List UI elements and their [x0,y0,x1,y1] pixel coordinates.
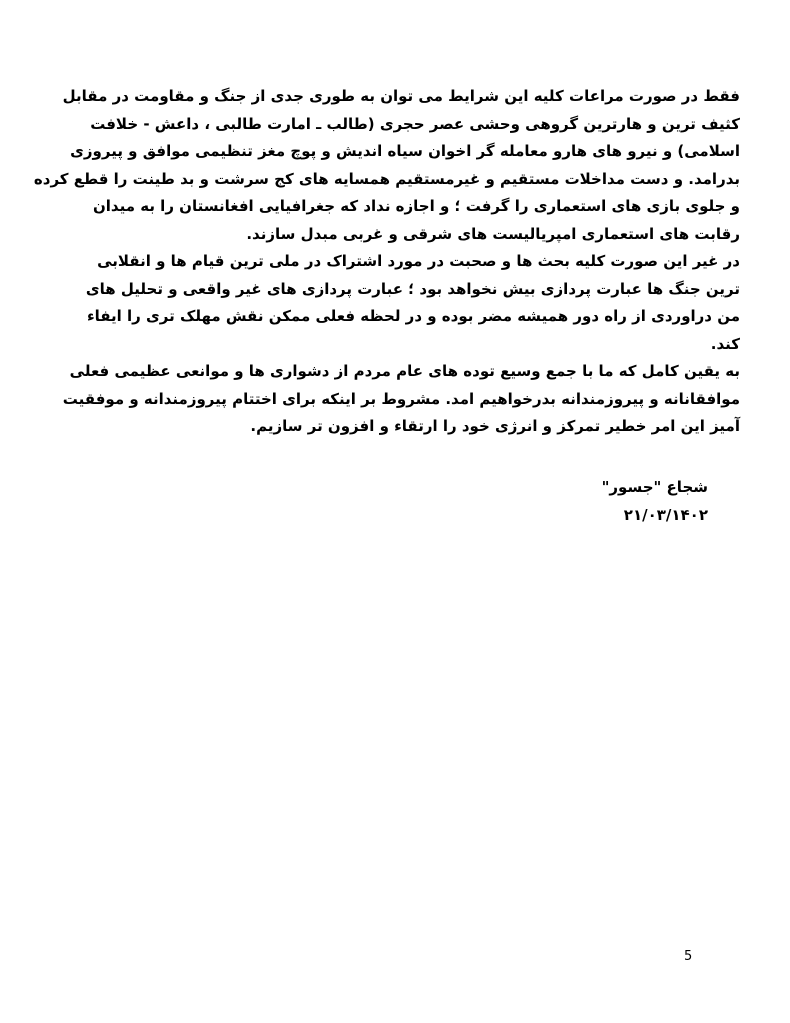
body-text-line: موافقانانه و پیروزمندانه بدرخواهیم امد. مشروط بر اینکه برای اختتام پیروزمندانه و موفقیت [62,389,740,408]
body-text-line: ترین جنگ ها عبارت پردازی بیش نخواهد بود ؛ عبارت پردازی های غیر واقعی و تحلیل های [85,279,740,298]
body-text-line: کثیف ترین و هارترین گروهی وحشی عصر حجری (طالب ـ امارت طالبی ، داعش - خلافت [90,114,740,133]
body-text-line: و جلوی بازی های استعماری را گرفت ؛ و اجازه نداد که جغرافیایی افغانستان را به میدان [92,197,740,215]
body-text-line: رقابت های استعماری امپریالیست های شرقی و غربی مبدل سازند. [246,224,740,243]
signature-block [602,474,708,529]
body-text-line: به یقین کامل که ما با جمع وسیع توده های عام مردم از دشواری ها و موانعی عظیمی فعلی [69,362,740,380]
body-text-line: کند. [710,334,740,353]
body-text-line: در غیر این صورت کلیه بحث ها و صحبت در مورد اشتراک در ملی ترین قیام ها و انقلابی [97,252,740,270]
body-text-line: من دراوردی از راه دور همیشه مضر بوده و در لحظه فعلی ممکن نقش مهلک تری را ایفاء [86,307,740,325]
body-text-line: بدرامد. و دست مداخلات مستقیم و غیرمستقیم همسایه های کج سرشت و بد طینت را قطع کرده [33,169,740,188]
page-number: 5 [684,949,693,964]
body-text-line: آمیز این امر خطیر تمرکز و انرژی خود را ارتقاء و افزون تر سازیم. [250,417,740,435]
body-text-line: اسلامی) و نیرو های هارو معامله گر اخوان سیاه اندیش و پوچ مغز تنظیمی موافق و پیروزی [70,142,740,160]
signature-name: شجاع "جسور" [601,478,708,496]
body-text-line: فقط در صورت مراعات کلیه این شرایط می توان به طوری جدی از جنگ و مقاومت در مقابل [62,87,740,105]
signature-date: ۲۱/۰۳/۱۴۰۲ [623,505,708,524]
body-text [33,83,740,441]
